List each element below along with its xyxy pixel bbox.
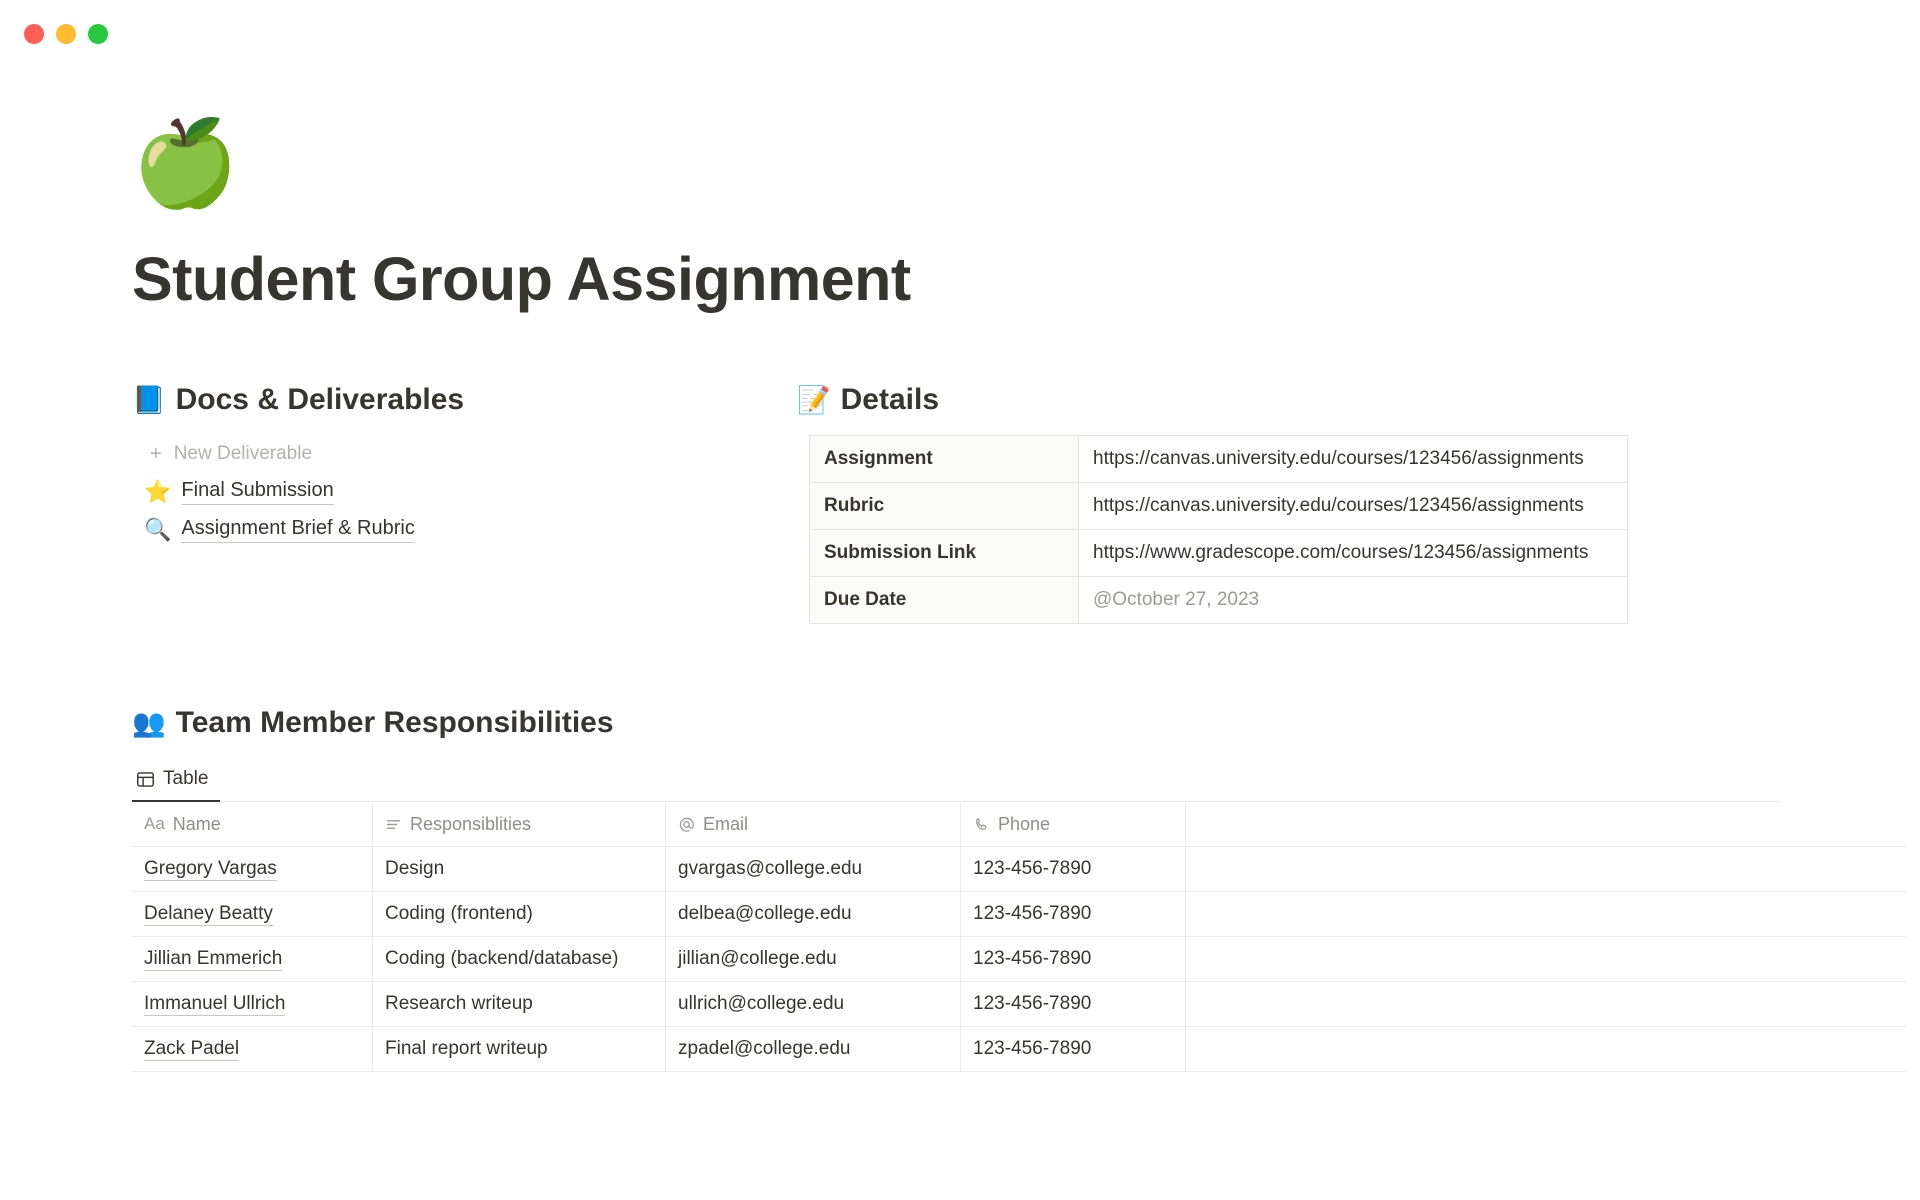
maximize-window-button[interactable] bbox=[88, 24, 108, 44]
cell-phone[interactable]: 123-456-7890 bbox=[961, 892, 1186, 937]
lines-icon bbox=[385, 816, 402, 833]
cell-name[interactable] bbox=[132, 937, 373, 982]
final-submission-link[interactable]: Final Submission bbox=[181, 479, 333, 505]
page-content bbox=[132, 115, 1792, 1072]
close-window-button[interactable] bbox=[24, 24, 44, 44]
details-value-due-date[interactable] bbox=[1079, 577, 1628, 624]
cell-blank[interactable] bbox=[1186, 892, 1907, 937]
cell-phone[interactable]: 123-456-7890 bbox=[961, 937, 1186, 982]
cell-email[interactable]: jillian@college.edu bbox=[666, 937, 961, 982]
details-column bbox=[797, 383, 1697, 624]
cell-email[interactable]: ullrich@college.edu bbox=[666, 982, 961, 1027]
team-heading bbox=[132, 706, 1792, 740]
text-type-icon: Aa bbox=[144, 814, 165, 834]
table-row[interactable] bbox=[132, 892, 1906, 937]
cell-name[interactable] bbox=[132, 892, 373, 937]
table-row bbox=[810, 436, 1628, 483]
people-icon: 👥 bbox=[132, 707, 166, 738]
list-item[interactable] bbox=[132, 473, 797, 511]
details-table bbox=[809, 435, 1628, 624]
table-view-icon bbox=[136, 770, 155, 789]
docs-deliverables-heading bbox=[132, 383, 797, 417]
book-icon: 📘 bbox=[132, 384, 166, 415]
details-value-assignment[interactable]: https://canvas.university.edu/courses/123456/assignments bbox=[1079, 436, 1628, 483]
cell-responsibilities[interactable]: Final report writeup bbox=[373, 1027, 666, 1072]
details-key-assignment: Assignment bbox=[810, 436, 1079, 483]
phone-icon bbox=[973, 816, 990, 833]
cell-name-text: Zack Padel bbox=[144, 1038, 240, 1060]
at-icon bbox=[678, 816, 695, 833]
table-row bbox=[810, 483, 1628, 530]
cell-name[interactable] bbox=[132, 1027, 373, 1072]
details-title: Details bbox=[840, 383, 940, 417]
column-header-phone-label: Phone bbox=[998, 813, 1051, 834]
table-row[interactable] bbox=[132, 1027, 1906, 1072]
date-mention-prefix: @ bbox=[1093, 589, 1113, 611]
cell-responsibilities[interactable]: Coding (backend/database) bbox=[373, 937, 666, 982]
new-deliverable-label: New Deliverable bbox=[173, 443, 313, 465]
table-header-row bbox=[132, 802, 1906, 847]
list-item[interactable] bbox=[132, 511, 797, 549]
table-row[interactable] bbox=[132, 847, 1906, 892]
star-icon: ⭐ bbox=[144, 479, 172, 505]
column-header-phone[interactable] bbox=[961, 802, 1186, 847]
new-deliverable-button[interactable] bbox=[132, 435, 350, 473]
docs-deliverables-title: Docs & Deliverables bbox=[175, 383, 465, 417]
cell-email[interactable]: gvargas@college.edu bbox=[666, 847, 961, 892]
column-header-blank[interactable] bbox=[1186, 802, 1907, 847]
cell-phone[interactable]: 123-456-7890 bbox=[961, 1027, 1186, 1072]
cell-email[interactable]: zpadel@college.edu bbox=[666, 1027, 961, 1072]
docs-deliverables-column bbox=[132, 383, 797, 624]
view-tab-bar bbox=[132, 758, 1782, 802]
team-table bbox=[132, 802, 1906, 1072]
cell-responsibilities[interactable]: Research writeup bbox=[373, 982, 666, 1027]
tab-table-label: Table bbox=[163, 768, 209, 790]
cell-name[interactable] bbox=[132, 982, 373, 1027]
cell-responsibilities[interactable]: Design bbox=[373, 847, 666, 892]
column-header-email[interactable] bbox=[666, 802, 961, 847]
table-row[interactable] bbox=[132, 937, 1906, 982]
cell-name-text: Gregory Vargas bbox=[144, 858, 277, 880]
team-title: Team Member Responsibilities bbox=[175, 706, 614, 740]
details-key-rubric: Rubric bbox=[810, 483, 1079, 530]
column-header-name[interactable] bbox=[132, 802, 373, 847]
details-heading bbox=[797, 383, 1697, 417]
details-key-due-date: Due Date bbox=[810, 577, 1079, 624]
column-header-responsibilities[interactable] bbox=[373, 802, 666, 847]
page-body bbox=[0, 115, 1920, 1072]
cell-phone[interactable]: 123-456-7890 bbox=[961, 847, 1186, 892]
cell-blank[interactable] bbox=[1186, 982, 1907, 1027]
page-title: Student Group Assignment bbox=[132, 245, 911, 313]
assignment-brief-rubric-link[interactable]: Assignment Brief & Rubric bbox=[181, 517, 414, 543]
cell-name[interactable] bbox=[132, 847, 373, 892]
cell-phone[interactable]: 123-456-7890 bbox=[961, 982, 1186, 1027]
column-header-name-label: Name bbox=[172, 813, 221, 834]
window-controls bbox=[24, 24, 108, 44]
cell-blank[interactable] bbox=[1186, 937, 1907, 982]
cell-name-text: Jillian Emmerich bbox=[144, 948, 283, 970]
due-date-text: October 27, 2023 bbox=[1112, 589, 1260, 611]
cell-email[interactable]: delbea@college.edu bbox=[666, 892, 961, 937]
tab-table[interactable] bbox=[132, 758, 220, 802]
cell-name-text: Delaney Beatty bbox=[144, 903, 273, 925]
column-header-email-label: Email bbox=[703, 813, 749, 834]
details-value-submission-link[interactable]: https://www.gradescope.com/courses/123456/assignments bbox=[1079, 530, 1628, 577]
cell-name-text: Immanuel Ullrich bbox=[144, 993, 286, 1015]
magnifier-icon: 🔍 bbox=[144, 517, 172, 543]
column-header-responsibilities-label: Responsiblities bbox=[410, 813, 532, 834]
cell-blank[interactable] bbox=[1186, 847, 1907, 892]
table-row bbox=[810, 530, 1628, 577]
plus-icon: + bbox=[150, 443, 162, 466]
table-row bbox=[810, 577, 1628, 624]
page-icon[interactable]: 🍏 bbox=[132, 115, 240, 211]
team-section bbox=[132, 706, 1792, 1072]
cell-responsibilities[interactable]: Coding (frontend) bbox=[373, 892, 666, 937]
minimize-window-button[interactable] bbox=[56, 24, 76, 44]
two-column-layout bbox=[132, 383, 1792, 624]
details-key-submission-link: Submission Link bbox=[810, 530, 1079, 577]
table-row[interactable] bbox=[132, 982, 1906, 1027]
memo-icon: 📝 bbox=[797, 384, 831, 415]
cell-blank[interactable] bbox=[1186, 1027, 1907, 1072]
details-value-rubric[interactable]: https://canvas.university.edu/courses/123456/assignments bbox=[1079, 483, 1628, 530]
